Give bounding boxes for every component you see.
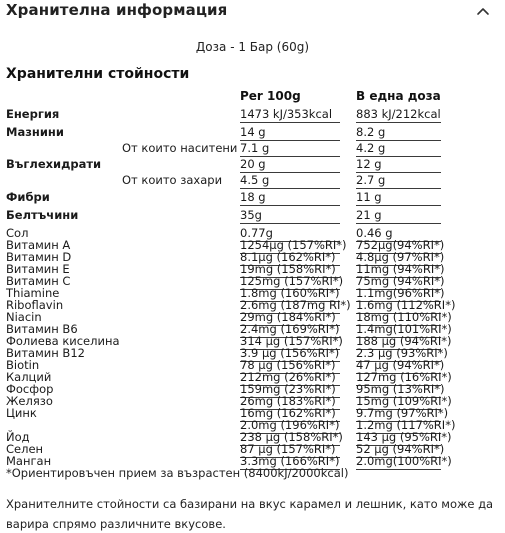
nutrient-label: Biotin [6, 358, 40, 372]
value-per-dose: 75mg (94%RI*) [356, 274, 445, 288]
value-per-dose: 4.8µg (97%RI*) [356, 250, 445, 264]
value-per-100g: 1254µg (157%RI*) [240, 238, 347, 252]
nutrient-label: Витамин A [6, 238, 71, 252]
table-row [0, 124, 505, 140]
value-per-100g: 2.0mg (196%RI*) [240, 418, 340, 432]
value-per-dose: 143 µg (95%RI*) [356, 430, 452, 444]
nutrient-label: Витамин C [6, 274, 71, 288]
value-per-100g: 78 µg (156%RI*) [240, 357, 340, 374]
nutrient-label: Желязо [6, 394, 53, 408]
value-per-dose: 0.46 g [356, 225, 441, 242]
value-per-dose: 1.2mg (117%RI*) [356, 418, 456, 432]
value-per-dose: 1.4mg(101%RI*) [356, 322, 452, 336]
value-per-100g: 7.1 g [240, 140, 340, 157]
value-per-dose: 18mg (110%RI*) [356, 310, 452, 324]
value-per-dose: 127mg (16%RI*) [356, 370, 452, 384]
value-per-dose: 11 g [356, 189, 441, 206]
value-per-dose: 2.0mg(100%RI*) [356, 454, 452, 468]
value-per-100g: 0.77g [240, 225, 340, 242]
value-per-dose: 1.1mg(96%RI*) [356, 286, 445, 300]
value-per-100g: 125mg (157%RI*) [240, 274, 344, 288]
value-per-dose: 752µg(94%RI*) [356, 238, 445, 252]
table-row [0, 106, 505, 122]
nutrient-label: От които захари [122, 173, 223, 187]
value-per-dose: 21 g [356, 207, 441, 224]
value-per-dose: 12 g [356, 156, 441, 173]
value-per-dose: 2.3 µg (93%RI*) [356, 346, 448, 360]
chevron-up-icon[interactable] [474, 4, 492, 18]
table-row [0, 207, 505, 223]
nutrient-label: Niacin [6, 310, 42, 324]
nutrient-label: Мазнини [6, 125, 64, 139]
value-per-100g: 2.6mg (187mg RI*) [240, 298, 351, 312]
nutrient-label: Витамин B6 [6, 322, 78, 336]
nutrient-label: Фолиева киселина [6, 334, 120, 348]
accordion-title: Хранителна информация [6, 1, 228, 19]
value-per-100g: 2.4mg (169%RI*) [240, 322, 340, 336]
nutrient-label: Витамин E [6, 262, 70, 276]
nutrient-label: Селен [6, 442, 44, 456]
nutrient-label: Енергия [6, 107, 60, 121]
nutrient-label: Витамин D [6, 250, 72, 264]
nutrient-label: Калций [6, 370, 52, 384]
value-per-100g: 238 µg (158%RI*) [240, 430, 343, 444]
value-per-100g: 14 g [240, 124, 340, 141]
nutrient-label: Йод [6, 430, 30, 444]
value-per-dose: 1.6mg (112%RI*) [356, 298, 456, 312]
value-per-100g: 4.5 g [240, 172, 340, 189]
value-per-100g: 314 µg (157%RI*) [240, 334, 343, 348]
value-per-dose: 883 kJ/212kcal [356, 107, 441, 121]
value-per-100g: 18 g [240, 189, 340, 206]
value-per-dose: 47 µg (94%RI*) [356, 358, 445, 372]
nutrient-label: Манган [6, 454, 52, 468]
ri-footnote: *Ориентировъчен прием за възрастен (8400kJ/2000kcal) [6, 466, 349, 480]
nutrient-label: Фосфор [6, 382, 54, 396]
nutrient-label: Сол [6, 226, 29, 240]
value-per-100g: 159mg (23%RI*) [240, 381, 340, 398]
value-per-dose: 95mg (13%RI*) [356, 382, 445, 396]
value-per-100g: 26mg (183%RI*) [240, 393, 340, 410]
nutrient-label: Цинк [6, 406, 37, 420]
table-row [0, 189, 505, 205]
flavor-note: Хранителните стойности са базирани на вкус карамел и лешник, като може да варира спрямо различните вкусове. [6, 497, 494, 531]
value-per-100g: 29mg (184%RI*) [240, 309, 340, 326]
value-per-dose: 2.7 g [356, 172, 441, 189]
value-per-100g: 212mg (26%RI*) [240, 369, 340, 386]
value-per-100g: 87 µg (157%RI*) [240, 441, 340, 458]
value-per-100g: 1.8mg (160%RI*) [240, 286, 340, 300]
value-per-100g: 1473 kJ/353kcal [240, 106, 340, 123]
value-per-dose: 15mg (109%RI*) [356, 394, 452, 408]
value-per-dose: 9.7mg (97%RI*) [356, 406, 449, 420]
section-title: Хранителни стойности [6, 66, 190, 82]
value-per-100g: 19mg (158%RI*) [240, 261, 340, 278]
value-per-100g: 35g [240, 207, 340, 224]
value-per-dose: 4.2 g [356, 140, 441, 157]
column-header-per-100g: Per 100g [240, 89, 301, 103]
value-per-100g: 3.3mg (166%RI*) [240, 454, 340, 468]
nutrient-label: Витамин B12 [6, 346, 85, 360]
nutrient-label: От които наситени [122, 141, 238, 155]
value-per-dose: 11mg (94%RI*) [356, 262, 445, 276]
value-per-100g: 20 g [240, 156, 340, 173]
nutrition-accordion-header[interactable] [0, 0, 505, 26]
table-row [0, 172, 505, 188]
value-per-100g: 8.1µg (162%RI*) [240, 249, 340, 266]
value-per-dose: 52 µg (94%RI*) [356, 442, 445, 456]
table-row [0, 156, 505, 172]
value-per-100g: 3.9 µg (156%RI*) [240, 346, 340, 360]
serving-size: Доза - 1 Бар (60g) [195, 40, 310, 54]
nutrient-label: Фибри [6, 190, 50, 204]
value-per-100g: 16mg (162%RI*) [240, 405, 340, 422]
table-row [0, 140, 505, 156]
nutrient-label: Въглехидрати [6, 157, 102, 171]
value-per-dose: 188 µg (94%RI*) [356, 334, 452, 348]
value-per-dose: 8.2 g [356, 124, 441, 141]
nutrient-label: Белтъчини [6, 208, 79, 222]
nutrient-label: Riboflavin [6, 298, 64, 312]
column-header-per-dose: В една доза [356, 89, 441, 103]
nutrient-label: Thiamine [6, 286, 60, 300]
